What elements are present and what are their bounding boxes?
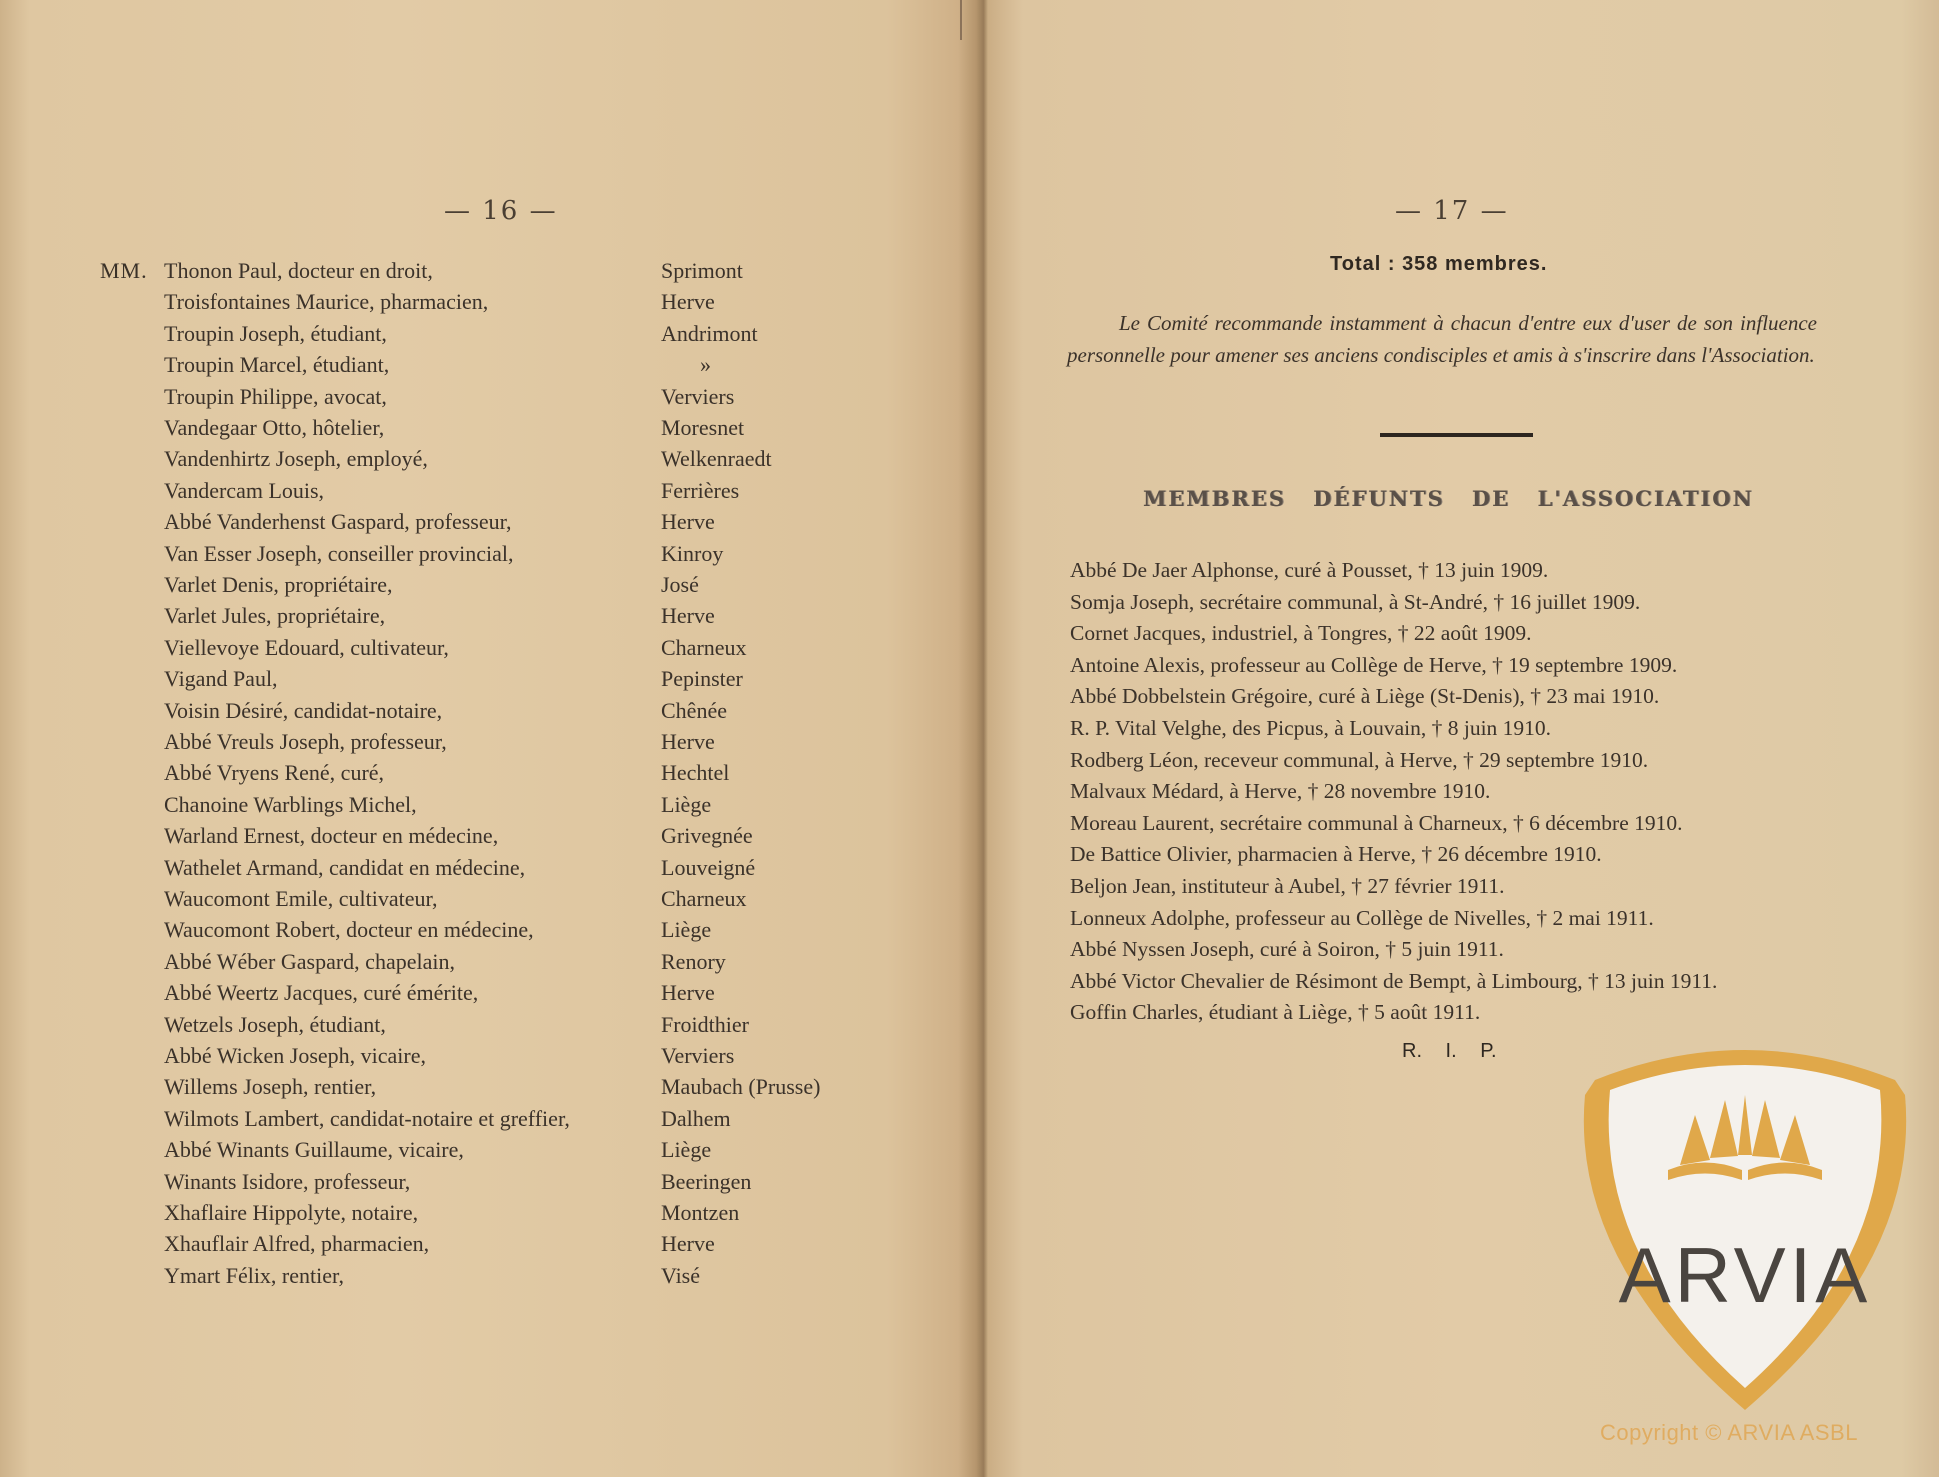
member-place: Renory xyxy=(661,948,726,974)
member-name: Abbé Vryens René, curé, xyxy=(164,760,385,786)
member-row xyxy=(0,698,985,729)
member-row xyxy=(0,917,985,948)
member-place: Verviers xyxy=(661,1043,735,1068)
member-name: Xhaflaire Hippolyte, notaire, xyxy=(164,1200,419,1225)
member-name: Varlet Jules, propriétaire, xyxy=(164,603,386,629)
deceased-row: R. P. Vital Velghe, des Picpus, à Louvain, † 8 juin 1910. xyxy=(1070,716,1552,740)
member-place: Montzen xyxy=(661,1200,740,1225)
member-name: Vandegaar Otto, hôtelier, xyxy=(164,415,385,440)
member-row xyxy=(0,1137,985,1168)
deceased-row: Abbé Nyssen Joseph, curé à Soiron, † 5 juin 1911. xyxy=(1070,937,1504,962)
member-row xyxy=(0,1231,985,1262)
member-row xyxy=(0,541,985,572)
member-name: Troupin Joseph, étudiant, xyxy=(164,320,387,346)
member-name: Wetzels Joseph, étudiant, xyxy=(164,1011,386,1037)
member-place: Liège xyxy=(661,917,712,943)
member-place: Kinroy xyxy=(661,540,724,566)
member-place: Maubach (Prusse) xyxy=(661,1074,821,1100)
member-row xyxy=(0,980,985,1011)
member-name: Viellevoye Edouard, cultivateur, xyxy=(164,634,449,660)
section-title: MEMBRES DÉFUNTS DE L'ASSOCIATION xyxy=(1143,486,1754,511)
member-place: Liège xyxy=(661,1137,712,1163)
member-name: Voisin Désiré, candidat-notaire, xyxy=(164,697,443,723)
member-row xyxy=(0,1043,985,1074)
member-place: Grivegnée xyxy=(661,823,753,849)
member-name: Vandenhirtz Joseph, employé, xyxy=(164,446,428,472)
member-name: Abbé Weertz Jacques, curé émérite, xyxy=(164,980,479,1006)
total-members: Total : 358 membres. xyxy=(1330,253,1548,275)
member-name: Vandercam Louis, xyxy=(164,477,325,503)
member-place: Verviers xyxy=(661,383,735,409)
member-row xyxy=(0,509,985,540)
member-row xyxy=(0,949,985,980)
deceased-row: Moreau Laurent, secrétaire communal à Charneux, † 6 décembre 1910. xyxy=(1070,810,1683,835)
member-name: Chanoine Warblings Michel, xyxy=(164,791,417,817)
member-name: Thonon Paul, docteur en droit, xyxy=(164,258,433,283)
member-row xyxy=(0,635,985,666)
member-row xyxy=(0,666,985,697)
deceased-row: Abbé Victor Chevalier de Résimont de Bempt, à Limbourg, † 13 juin 1911. xyxy=(1070,968,1718,993)
member-name: Troisfontaines Maurice, pharmacien, xyxy=(164,289,489,315)
member-row xyxy=(0,729,985,760)
member-place: Moresnet xyxy=(661,415,745,440)
member-name: Xhauflair Alfred, pharmacien, xyxy=(164,1231,430,1257)
member-place: Hechtel xyxy=(661,760,730,786)
member-name: Abbé Winants Guillaume, vicaire, xyxy=(164,1137,464,1163)
member-row xyxy=(0,1169,985,1200)
member-row xyxy=(0,352,985,383)
member-place: Herve xyxy=(661,1231,715,1257)
member-name: Abbé Vanderhenst Gaspard, professeur, xyxy=(164,509,512,535)
member-name: Waucomont Emile, cultivateur, xyxy=(164,886,438,911)
member-name: Troupin Marcel, étudiant, xyxy=(164,352,390,378)
member-row xyxy=(0,1106,985,1137)
member-row xyxy=(0,1200,985,1231)
member-place: Visé xyxy=(661,1262,701,1288)
member-row xyxy=(0,1074,985,1105)
member-row xyxy=(0,1263,985,1294)
member-place: Chênée xyxy=(661,697,727,723)
member-name: Wathelet Armand, candidat en médecine, xyxy=(164,854,526,880)
page-number-16: — 16 — xyxy=(444,196,558,226)
member-place: Herve xyxy=(661,509,715,535)
deceased-row: Cornet Jacques, industriel, à Tongres, † 22 août 1909. xyxy=(1070,621,1532,646)
member-place: » xyxy=(700,352,711,378)
member-row xyxy=(0,478,985,509)
member-place: Froidthier xyxy=(661,1011,749,1037)
member-row xyxy=(0,321,985,352)
member-place: Sprimont xyxy=(661,258,743,283)
member-place: Charneux xyxy=(661,634,747,660)
member-row xyxy=(0,572,985,603)
member-place: Andrimont xyxy=(661,320,758,346)
member-place: José xyxy=(661,572,699,597)
gutter-thread-mark xyxy=(960,0,962,40)
member-place: Herve xyxy=(661,980,715,1006)
member-row xyxy=(0,760,985,791)
deceased-row: Abbé Dobbelstein Grégoire, curé à Liège (St-Denis), † 23 mai 1910. xyxy=(1070,684,1660,709)
member-row xyxy=(0,446,985,477)
member-row xyxy=(0,384,985,415)
member-name: Troupin Philippe, avocat, xyxy=(164,383,387,409)
divider-rule xyxy=(1380,433,1533,437)
member-row xyxy=(0,855,985,886)
deceased-row: Rodberg Léon, receveur communal, à Herve, † 29 septembre 1910. xyxy=(1070,747,1649,772)
member-row xyxy=(0,886,985,917)
member-place: Herve xyxy=(661,603,715,629)
logo-text: ARVIA xyxy=(1618,1231,1872,1319)
member-place: Dalhem xyxy=(661,1105,731,1131)
member-name: Abbé Wicken Joseph, vicaire, xyxy=(164,1043,427,1068)
member-name: Warland Ernest, docteur en médecine, xyxy=(164,823,499,849)
member-row xyxy=(0,1012,985,1043)
arvia-logo xyxy=(1560,1020,1930,1420)
member-row xyxy=(0,792,985,823)
member-row xyxy=(0,603,985,634)
deceased-row: De Battice Olivier, pharmacien à Herve, † 26 décembre 1910. xyxy=(1070,842,1602,867)
member-name: Waucomont Robert, docteur en médecine, xyxy=(164,917,534,943)
member-place: Charneux xyxy=(661,886,747,911)
member-name: Abbé Vreuls Joseph, professeur, xyxy=(164,729,447,754)
member-row xyxy=(0,258,985,289)
honorific-prefix: MM. xyxy=(100,258,148,283)
page-number-17: — 17 — xyxy=(1395,196,1509,226)
deceased-row: Malvaux Médard, à Herve, † 28 novembre 1910. xyxy=(1070,779,1491,804)
member-name: Wilmots Lambert, candidat-notaire et greffier, xyxy=(164,1105,570,1131)
member-name: Ymart Félix, rentier, xyxy=(164,1262,344,1288)
member-row xyxy=(0,415,985,446)
deceased-row: Somja Joseph, secrétaire communal, à St-André, † 16 juillet 1909. xyxy=(1070,589,1641,614)
deceased-row: Lonneux Adolphe, professeur au Collège de Nivelles, † 2 mai 1911. xyxy=(1070,905,1654,930)
member-place: Louveigné xyxy=(661,854,756,880)
copyright-watermark: Copyright © ARVIA ASBL xyxy=(1600,1420,1858,1445)
member-place: Liège xyxy=(661,791,712,817)
member-name: Winants Isidore, professeur, xyxy=(164,1168,411,1194)
member-place: Pepinster xyxy=(661,666,743,692)
member-place: Ferrières xyxy=(661,477,740,503)
member-row xyxy=(0,289,985,320)
member-row xyxy=(0,823,985,854)
rip-closing: R. I. P. xyxy=(1402,1040,1497,1062)
member-place: Welkenraedt xyxy=(661,446,772,472)
committee-note: Le Comité recommande instamment à chacun d'entre eux d'user de son influence personnelle pour amener ses anciens condisciples et amis à s'inscrire dans l'Association. xyxy=(1067,311,1817,367)
deceased-row: Abbé De Jaer Alphonse, curé à Pousset, † 13 juin 1909. xyxy=(1070,558,1549,582)
member-name: Van Esser Joseph, conseiller provincial, xyxy=(164,540,514,566)
member-name: Vigand Paul, xyxy=(164,666,278,692)
member-place: Herve xyxy=(661,729,715,754)
deceased-row: Goffin Charles, étudiant à Liège, † 5 août 1911. xyxy=(1070,1000,1481,1025)
member-place: Herve xyxy=(661,289,715,315)
member-name: Willems Joseph, rentier, xyxy=(164,1074,377,1100)
member-name: Varlet Denis, propriétaire, xyxy=(164,572,393,597)
member-name: Abbé Wéber Gaspard, chapelain, xyxy=(164,948,455,974)
deceased-row: Antoine Alexis, professeur au Collège de Herve, † 19 septembre 1909. xyxy=(1070,652,1678,677)
member-place: Beeringen xyxy=(661,1168,752,1194)
deceased-row: Beljon Jean, instituteur à Aubel, † 27 février 1911. xyxy=(1070,874,1505,898)
